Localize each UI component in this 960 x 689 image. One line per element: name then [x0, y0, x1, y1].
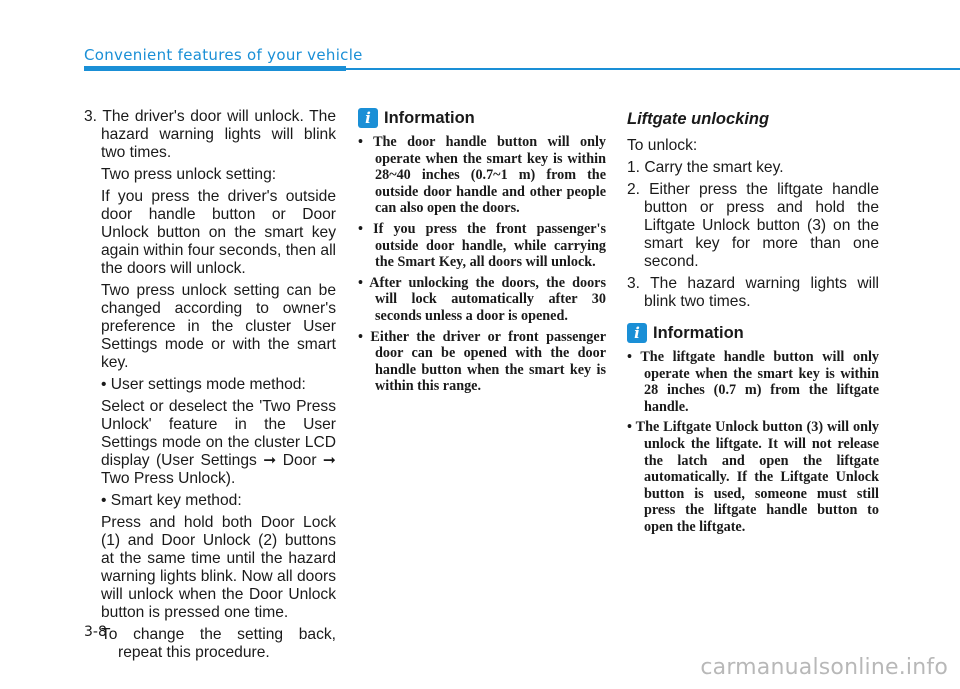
- unlock-step: 3. The hazard warning lights will blink two times.: [627, 275, 879, 310]
- header-bar-thin: [346, 68, 960, 70]
- info-bullet: • The door handle button will only operate when the smart key is within 28~40 inches (0.7~1 m) from the outside door handle and other people can also open the doors.: [358, 134, 606, 217]
- header-bar-thick: [84, 66, 346, 71]
- page-number: 3-8: [84, 624, 107, 640]
- info-title: Information: [384, 108, 475, 127]
- info-bullet: • The liftgate handle button will only operate when the smart key is within 28 inches (0.7 m) from the liftgate handle.: [627, 349, 879, 415]
- watermark: carmanualsonline.info: [700, 655, 948, 680]
- change-back: To change the setting back, repeat this procedure.: [101, 626, 336, 661]
- two-press-label: Two press unlock setting:: [101, 166, 277, 183]
- info-bullet: • After unlocking the doors, the doors will lock automatically after 30 seconds unless a door is opened.: [358, 274, 606, 324]
- two-press-desc: If you press the driver's outside door handle button or Door Unlock button on the smart key again within four seconds, then all the doors will unlock.: [101, 188, 336, 277]
- header-title: Convenient features of your vehicle: [84, 46, 363, 64]
- smart-key-label: • Smart key method:: [101, 492, 242, 509]
- to-unlock-label: To unlock:: [627, 137, 698, 154]
- info-bullet: • If you press the front passenger's outside door handle, while carrying the Smart Key, all doors will unlock.: [358, 220, 606, 271]
- user-settings-desc: Select or deselect the 'Two Press Unlock' feature in the User Settings mode on the cluster LCD display (User Settings ➞ Door ➞ Two Press Unlock).: [101, 398, 336, 487]
- user-settings-label: • User settings mode method:: [101, 376, 306, 393]
- left-column: [84, 108, 336, 666]
- unlock-step: 2. Either press the liftgate handle button or press and hold the Liftgate Unlock button (3) on the smart key for more than one second.: [627, 181, 879, 270]
- info-bullet: • Either the driver or front passenger door can be opened with the door handle button when the smart key is within this range.: [358, 328, 606, 395]
- info-title: Information: [653, 323, 744, 342]
- unlock-step: 1. Carry the smart key.: [627, 159, 784, 176]
- info-header: [358, 108, 606, 128]
- two-press-change: Two press unlock setting can be changed according to owner's preference in the cluster User Settings mode or with the smart key.: [101, 282, 336, 371]
- step-3: 3. The driver's door will unlock. The hazard warning lights will blink two times.: [84, 108, 336, 161]
- info-icon: i: [627, 323, 647, 343]
- right-column: [627, 108, 879, 540]
- info-icon: i: [358, 108, 378, 128]
- info-bullet: • The Liftgate Unlock button (3) will only unlock the liftgate. It will not release the latch and open the liftgate automatically. If the Liftgate Unlock button is used, someone must still press the liftgate handle button to open the liftgate.: [627, 419, 879, 535]
- middle-column: [358, 108, 606, 399]
- smart-key-desc: Press and hold both Door Lock (1) and Door Unlock (2) buttons at the same time until the hazard warning lights blink. Now all doors will unlock when the Door Unlock button is pressed one time.: [101, 514, 336, 621]
- info-header: [627, 323, 879, 343]
- section-title: Liftgate unlocking: [627, 110, 770, 128]
